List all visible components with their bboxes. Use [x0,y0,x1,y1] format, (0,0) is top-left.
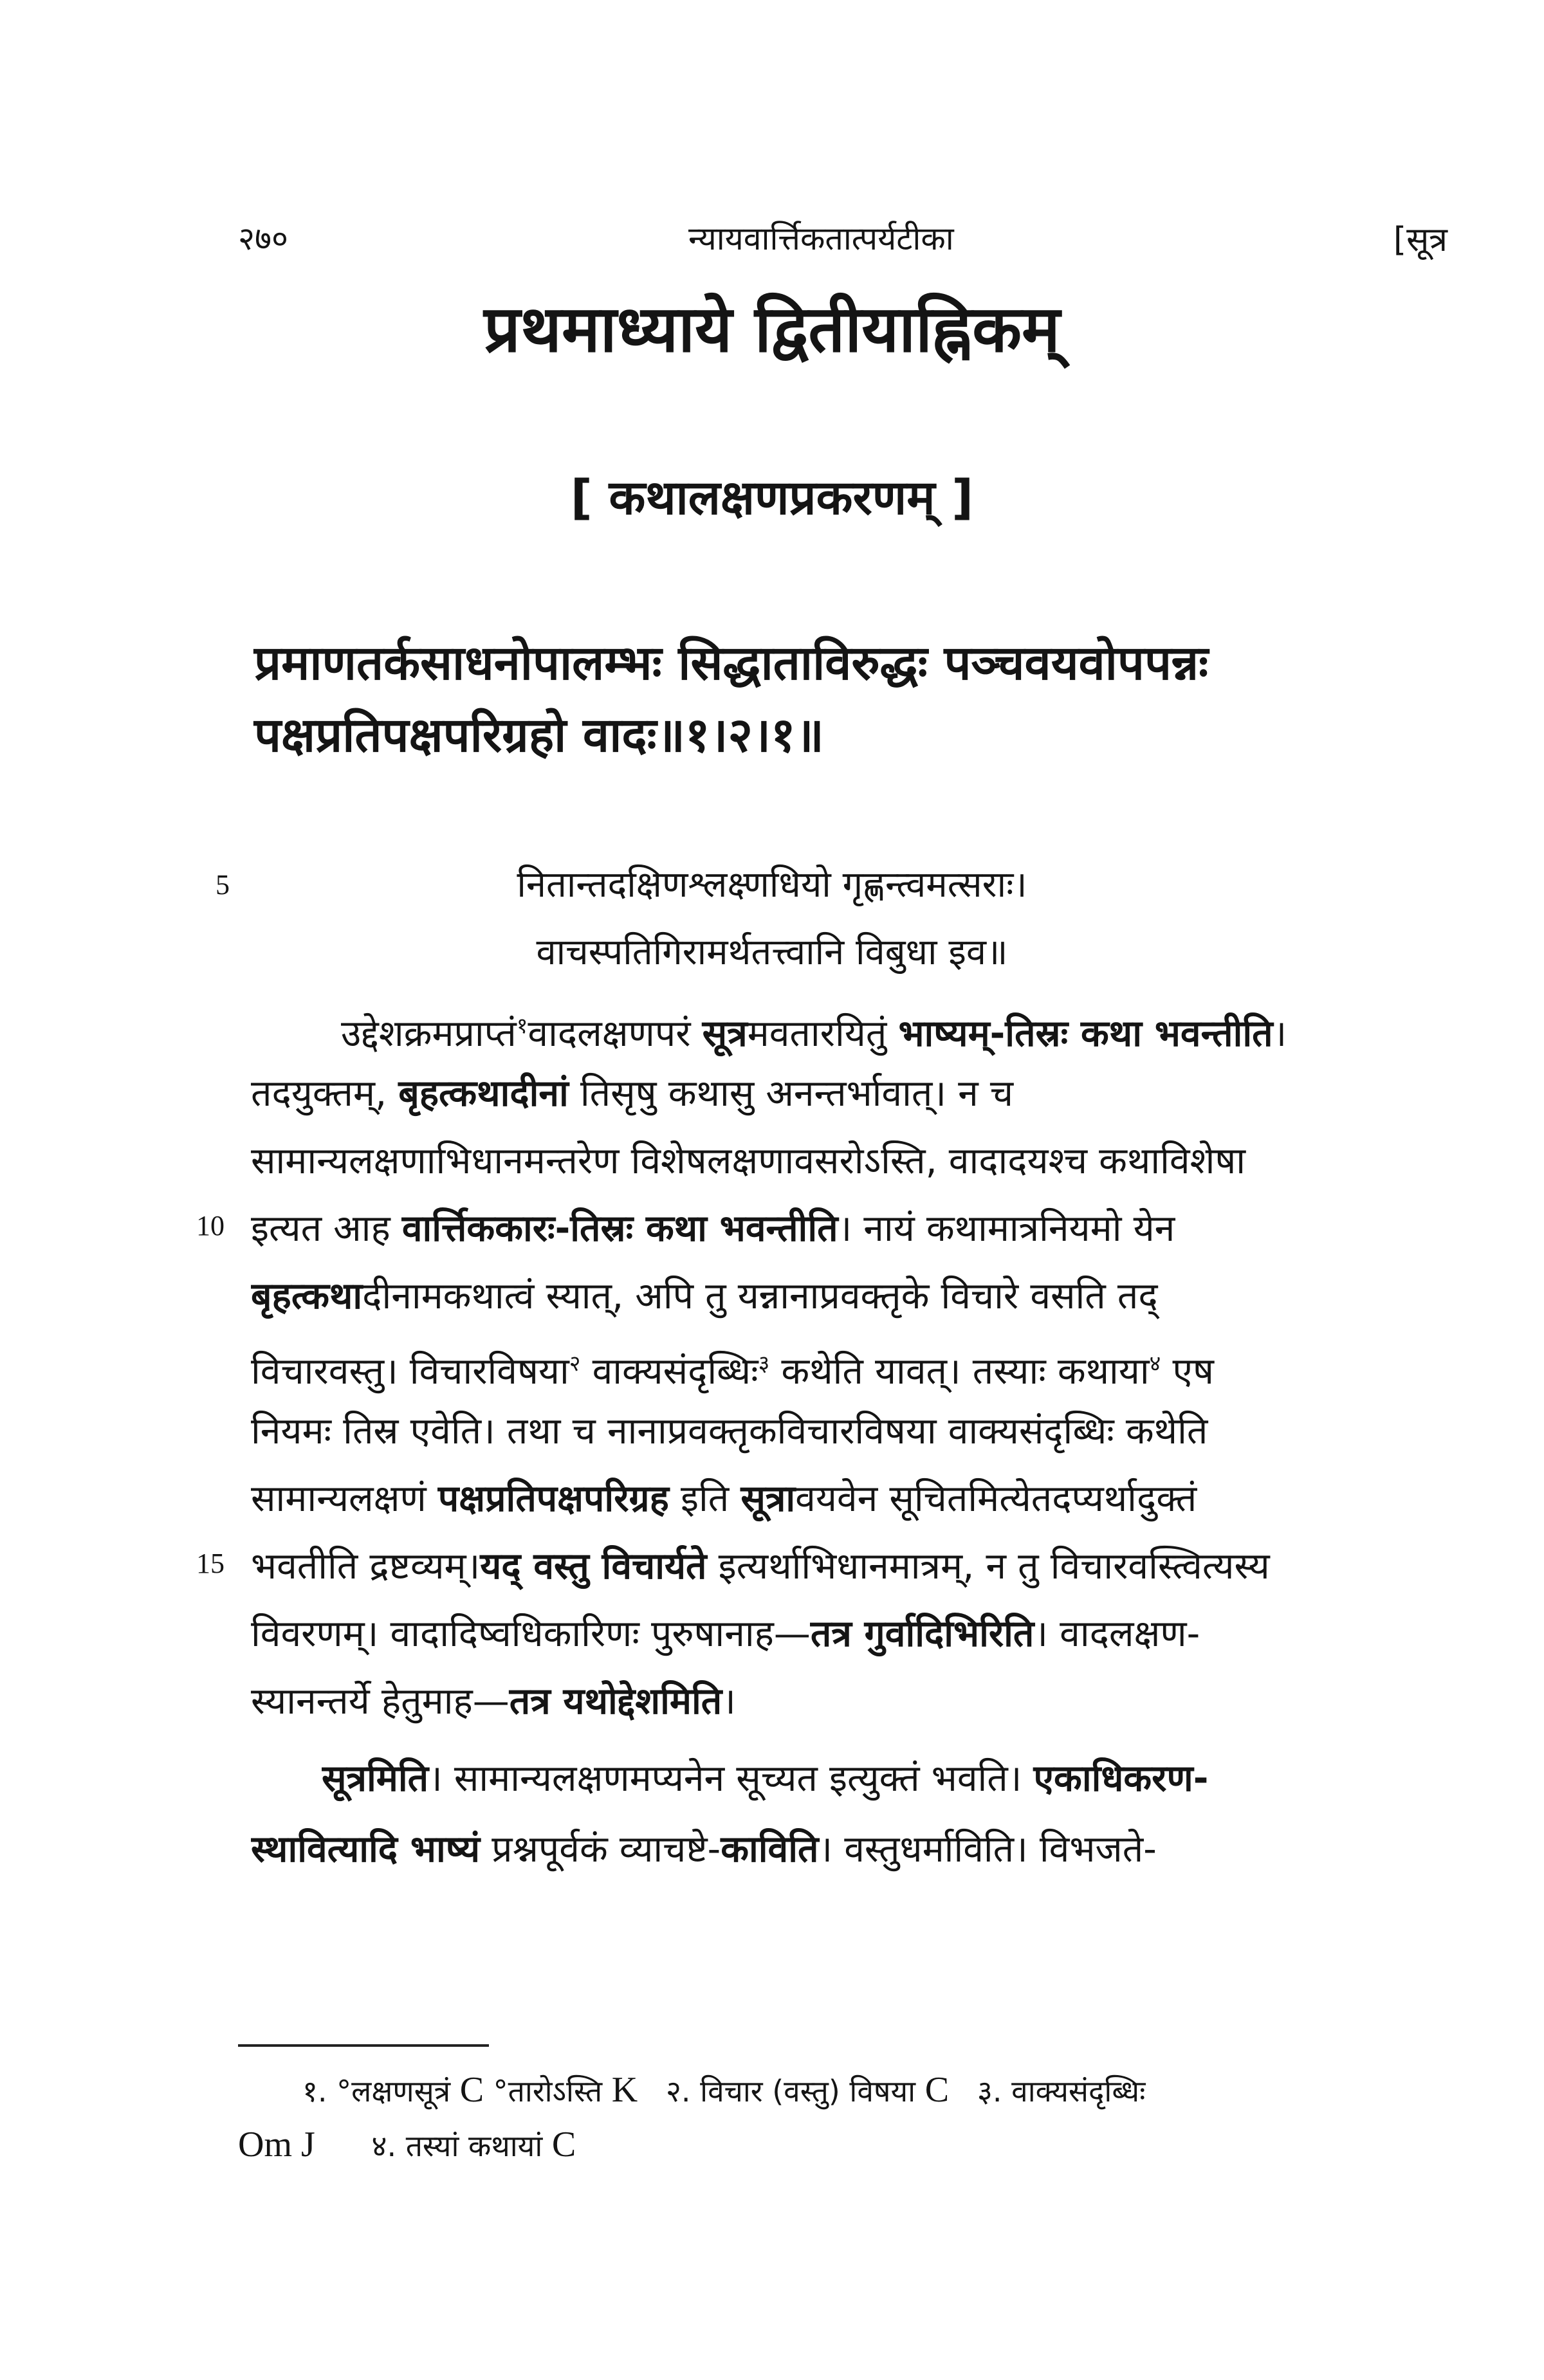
verse-line-2: वाचस्पतिगिरामर्थतत्त्वानि विबुधा इव॥ [536,931,1008,973]
footnote-divider [238,2044,489,2047]
body-text: मवतारयितुं [747,1012,899,1055]
body-text: उद्देशक्रमप्राप्तं [341,1012,517,1055]
body-bold: सूत्र [702,1012,748,1055]
running-title: न्यायवार्त्तिकतात्पर्यटीका [688,220,954,257]
sutra-line-2: पक्षप्रतिपक्षपरिग्रहो वादः॥१।२।१॥ [254,708,824,763]
footnote-omission: Om J [238,2125,315,2165]
body-text: कथेति यावत्। तस्याः कथाया [769,1350,1150,1393]
body-bold: सूत्रमिति [322,1757,429,1800]
body-bold: बृहत्कथादीनां [398,1072,569,1115]
body-line-7 [251,1405,1460,1457]
body-text: एष [1161,1350,1214,1393]
footnote-ref-2: २ [569,1351,581,1377]
chapter-title: प्रथमाध्याये द्वितीयाह्निकम् [484,291,1060,367]
manuscript-siglum: C [924,2070,950,2110]
body-text: तदयुक्तम्, [251,1072,399,1115]
footnote-ref-4: ४ [1149,1351,1161,1377]
page-number: २७० [238,220,288,257]
manuscript-siglum: C [459,2070,484,2110]
body-text: स्यानन्तर्ये हेतुमाह— [251,1680,510,1723]
body-text: तिसृषु कथासु अनन्तर्भावात्। न च [568,1072,1014,1115]
body-line-5 [251,1270,1460,1322]
footnote-text: १. °लक्षणसूत्रं [302,2074,460,2109]
body-line-12 [322,1753,1460,1804]
footnote-text: २. विचार (वस्तु) विषया [638,2074,925,2109]
body-text: । वादलक्षण- [1034,1613,1200,1655]
body-line-2 [251,1068,1460,1119]
section-title: [ कथालक्षणप्रकरणम् ] [570,470,974,526]
body-text: दीनामकथात्वं स्यात्, अपि तु यन्नानाप्रवक्तृके विचारे वसति तद् [362,1275,1158,1317]
body-line-10 [251,1608,1460,1660]
body-line-11 [251,1676,1460,1727]
footnote-line-1 [302,2068,1460,2113]
body-text: सामान्यलक्षणाभिधानमन्तरेण विशेषलक्षणावसरोऽस्ति, वादादयश्च कथाविशेषा [251,1140,1246,1182]
body-bold: तत्र गुर्वादिभिरिति [810,1613,1034,1655]
body-bold: स्थावित्यादि भाष्यं [251,1828,481,1871]
body-text: वयवेन सूचितमित्येतदप्यर्थादुक्तं [795,1478,1197,1520]
body-bold: बृहत्कथा [251,1275,363,1317]
body-text: इत्यत आह [251,1207,402,1250]
body-text: । [1273,1012,1287,1055]
body-text: । नायं कथामात्रनियमो येन [838,1207,1175,1250]
body-text: । [722,1680,736,1723]
line-number-15: 15 [196,1548,225,1579]
body-bold: सूत्रा [740,1478,796,1520]
body-bold: काविति [721,1828,819,1871]
running-section-label: [सूत्र [1393,221,1448,259]
footnote-ref-3: ३ [758,1351,770,1377]
body-text: नियमः तिस्र एवेति। तथा च नानाप्रवक्तृकविचारविषया वाक्यसंदृब्धिः कथेति [251,1410,1208,1452]
body-text: विवरणम्। वादादिष्वधिकारिणः पुरुषानाह— [251,1613,811,1655]
body-line-4 [251,1203,1460,1254]
body-text: वादलक्षणपरं [528,1012,703,1055]
verse-line-1: नितान्तदक्षिणश्लक्ष्णधियो गृह्णन्त्वमत्सराः। [517,864,1027,906]
line-number-5: 5 [216,869,230,901]
footnote-text: ३. वाक्यसंदृब्धिः [949,2074,1146,2109]
body-line-8 [251,1473,1460,1524]
body-text: । वस्तुधर्माविति। विभजते- [818,1828,1157,1871]
body-bold: पक्षप्रतिपक्षपरिग्रह [437,1478,669,1520]
running-header [238,215,1448,273]
body-text: वाक्यसंदृब्धिः [580,1350,758,1393]
body-bold: एकाधिकरण- [1033,1757,1209,1800]
body-text: विचारवस्तु। विचारविषया [251,1350,569,1393]
footnote-text: °तारोऽस्ति [484,2074,612,2109]
body-text: इत्यर्थाभिधानमात्रम्, न तु विचारवस्त्वित्यस्य [706,1545,1270,1588]
manuscript-siglum: C [551,2125,576,2165]
body-bold: यद् वस्तु विचार्यते [480,1545,707,1588]
body-bold: वार्त्तिककारः-तिस्रः कथा भवन्तीति [401,1207,838,1250]
body-text: प्रश्नपूर्वकं व्याचष्टे- [480,1828,721,1871]
body-line-1 [341,1000,1460,1059]
line-number-10: 10 [196,1210,225,1241]
footnote-line-2 [238,2123,1448,2168]
body-bold: तत्र यथोद्देशमिति [509,1680,722,1723]
body-bold: भाष्यम्-तिस्रः कथा भवन्तीति [898,1012,1273,1055]
body-text: सामान्यलक्षणं [251,1478,438,1520]
sutra-text [254,627,1457,771]
body-text: भवतीति द्रष्टव्यम्। [251,1545,481,1588]
body-line-9 [251,1541,1460,1592]
body-text: इति [668,1478,741,1520]
sutra-line-1: प्रमाणतर्कसाधनोपालम्भः सिद्धाताविरुद्धः पञ्चवयवोपपन्नः [254,636,1209,691]
body-text: । सामान्यलक्षणमप्यनेन सूच्यत इत्युक्तं भवति। [428,1757,1034,1800]
footnote-text: ४. तस्यां कथायां [315,2128,552,2163]
body-line-13 [251,1824,1460,1875]
body-line-6 [251,1338,1460,1397]
manuscript-siglum: K [611,2070,638,2110]
footnote-ref-1: १ [516,1013,528,1039]
body-line-3 [251,1135,1460,1187]
